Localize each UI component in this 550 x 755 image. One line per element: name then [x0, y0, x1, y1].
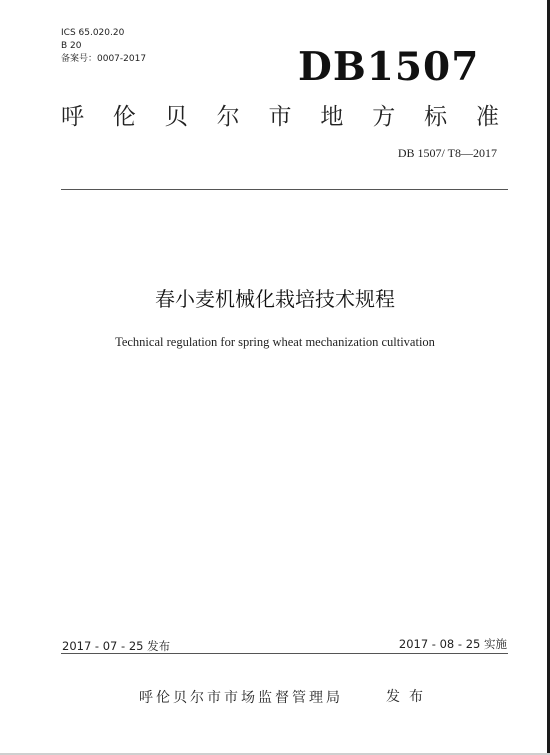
document-title-chinese: 春小麦机械化栽培技术规程 [155, 287, 395, 311]
document-title-english: Technical regulation for spring wheat mechanization cultivation [115, 335, 435, 349]
standard-code-logo: DB1507 [298, 44, 480, 90]
record-number: 备案号：0007-2017 [61, 54, 147, 64]
publisher-name: 呼伦贝尔市市场监督管理局 [139, 690, 343, 706]
header-divider [61, 189, 508, 190]
standard-type-char: 市 [268, 104, 292, 130]
standard-type-char: 尔 [216, 104, 240, 130]
standard-type-char: 贝 [164, 104, 188, 130]
standard-type-char: 伦 [112, 104, 136, 130]
ics-code: ICS 65.020.20 [61, 28, 125, 38]
standard-type-char: 标 [424, 104, 448, 130]
classification-code: B 20 [61, 41, 82, 51]
standard-type-char: 方 [372, 104, 396, 130]
publish-label: 发布 [386, 689, 432, 705]
standard-type-char: 准 [476, 104, 499, 130]
standard-type-char: 地 [320, 104, 344, 130]
standard-number: DB 1507/ T8—2017 [397, 146, 497, 160]
implementation-date: 2017 - 08 - 25 实施 [398, 637, 507, 651]
footer-divider [61, 653, 508, 654]
issue-date: 2017 - 07 - 25 发布 [62, 639, 171, 653]
standard-type-char: 呼 [61, 104, 84, 130]
standard-type-heading [61, 103, 499, 131]
